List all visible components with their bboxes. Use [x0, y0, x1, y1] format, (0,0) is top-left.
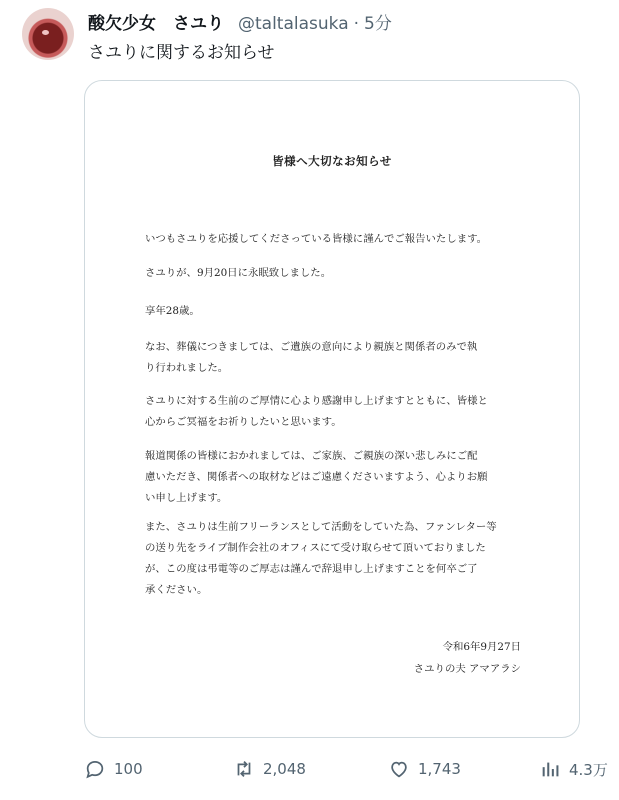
document-line: い申し上げます。: [145, 492, 228, 504]
attached-image[interactable]: [84, 80, 580, 738]
document-paragraph: [145, 391, 525, 433]
like-count: 1,743: [418, 760, 461, 778]
action-bar: [84, 754, 612, 784]
document-paragraph: [145, 337, 525, 379]
document-line: の送り先をライブ制作会社のオフィスにて受け取らせて頂いておりました: [145, 542, 486, 554]
document-line: さユりが、9月20日に永眠致しました。: [145, 267, 332, 279]
document-paragraph: [145, 229, 525, 250]
display-name[interactable]: 酸欠少女 さユり: [88, 14, 224, 34]
document-line: さユりに対する生前のご厚情に心より感謝申し上げますとともに、皆様と: [145, 395, 488, 407]
document-line: いつもさユりを応援してくださっている皆様に謹んでご報告いたします。: [145, 233, 488, 245]
post-header: [88, 9, 392, 33]
document-line: が、この度は弔電等のご厚志は謹んで辞退申し上げますことを何卒ご了: [145, 563, 478, 575]
reply-icon: [84, 758, 106, 780]
document-line: また、さユりは生前フリーランスとして活動をしていた為、ファンレター等: [145, 521, 497, 533]
document-title: 皆様へ大切なお知らせ: [272, 154, 392, 168]
repost-icon: [233, 758, 255, 780]
document-date: 令和6年9月27日: [442, 641, 521, 653]
view-count: 4.3万: [569, 760, 608, 779]
reply-button[interactable]: [84, 754, 143, 784]
document-paragraph: [145, 301, 525, 322]
like-icon: [388, 758, 410, 780]
repost-count: 2,048: [263, 760, 306, 778]
views-button[interactable]: [539, 754, 608, 784]
document-line: 享年28歳。: [145, 305, 200, 317]
document-signature: さユりの夫 アマアラシ: [413, 663, 521, 675]
avatar[interactable]: [22, 8, 74, 60]
post-text: さユりに関するお知らせ: [88, 43, 275, 63]
announcement-document: [85, 81, 579, 737]
avatar-highlight: [42, 30, 49, 35]
document-line: 慮いただき、関係者への取材などはご遠慮くださいますよう、心よりお願: [145, 471, 488, 483]
document-paragraph: [145, 517, 525, 601]
repost-button[interactable]: [233, 754, 306, 784]
document-line: 心からご冥福をお祈りしたいと思います。: [145, 416, 342, 428]
document-line: 報道関係の皆様におかれましては、ご家族、ご親族の深い悲しみにご配: [145, 450, 478, 462]
document-line: なお、葬儀につきましては、ご遺族の意向により親族と関係者のみで執: [145, 341, 478, 353]
document-paragraph: [145, 263, 525, 284]
views-icon: [539, 758, 561, 780]
post-time[interactable]: 5分: [364, 14, 392, 34]
document-line: 承ください。: [145, 584, 208, 596]
document-line: り行われました。: [145, 362, 229, 374]
separator-dot: ·: [353, 14, 360, 34]
user-handle[interactable]: @taltalasuka: [238, 14, 349, 34]
reply-count: 100: [114, 760, 143, 778]
like-button[interactable]: [388, 754, 461, 784]
document-paragraph: [145, 446, 525, 509]
